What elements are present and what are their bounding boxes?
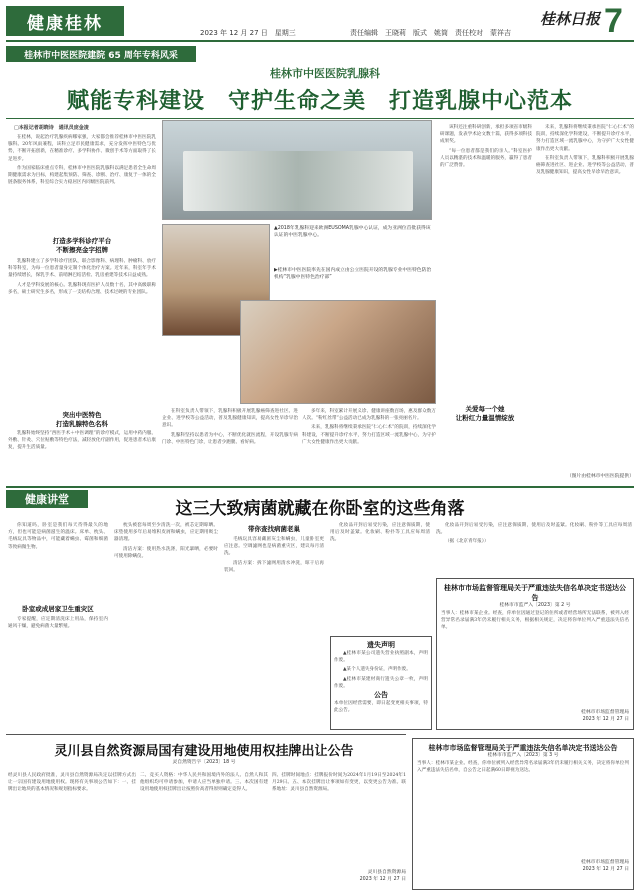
- article-column-5: [436, 522, 632, 572]
- article-column-2: 二、竞买人资格：中华人民共和国境内外的法人、自然人和其他组织均可申请参加，申请人应当单独申请。三、本次国有建设用地使用权挂牌出让按照价高者得原则确定竞得人。: [140, 773, 268, 793]
- article-headline: 灵川县自然资源局国有建设用地使用权挂牌出让公告: [54, 744, 354, 759]
- paragraph: 专家提醒，应定期清洗床上用品，保持室内通风干燥，避免病菌大量繁殖。: [8, 617, 108, 630]
- photo-caption: ▲2018年乳腺科迎来欧洲EUSOMA乳腺中心认证，成为亚洲位首批获得该认证的中医乳腺中心。: [274, 226, 431, 238]
- paragraph: 你知道吗，卧室是我们每天待得最久的地方，但也可能是病菌滋生的温床。床单、枕头、毛绒玩具等物品中，可能藏着螨虫、霉菌和细菌等致病微生物。: [8, 523, 108, 550]
- paragraph: 该科还注重科研创新，承担多项省市级科研课题，发表学术论文数十篇，获得多项科技成果奖。: [440, 125, 532, 145]
- paragraph: “每一位患者都是我们的亲人。”科室医护人员以精湛的技术和温暖的服务，赢得了患者的广泛赞誉。: [440, 148, 532, 169]
- medical-team-photo: [240, 300, 436, 404]
- notice-body: 本单位因经营需要，即日起变更相关事项，特此公告。: [334, 701, 428, 714]
- paragraph: 清洁方案：使用热水洗涤，阳光暴晒，必要时可使用除螨仪。: [114, 546, 218, 559]
- article-column-3: [302, 408, 436, 484]
- article-column-1b: [8, 258, 156, 408]
- notice-signature: 灵川县自然资源局 2023 年 12 月 27 日: [359, 870, 406, 882]
- section-tag: 健康桂林: [6, 6, 124, 36]
- article-column-4: [440, 124, 532, 400]
- paragraph: 乳腺科坚持以患者为中心，不断优化就医流程，开设乳腺专病门诊、中医特色门诊，让患者少跑腿、看好病。: [162, 432, 298, 445]
- paragraph: 在科室负责人带领下，乳腺科积极开展乳腺癌筛查进社区、进企业、进学校等公益活动，普及乳腺健康知识，提高女性早诊早治意识。: [536, 155, 634, 176]
- paragraph: 作为国家临床重点专科，桂林市中医医院乳腺科以满足患者全生命周期健康需求为目标，构建起集预防、筛查、诊断、治疗、康复于一体的全链条服务体系，科室综合实力稳居区内同级医院前列。: [8, 165, 156, 186]
- hospital-exterior-photo: [162, 120, 432, 220]
- article-column-1: 经灵川县人民政府批准，灵川县自然资源局决定以挂牌方式出让一宗国有建设用地使用权。现将有关事项公告如下：一、挂牌出让地块的基本情况和规划指标要求。: [8, 773, 136, 793]
- notice-title: 公告: [374, 691, 388, 699]
- notice-title: 桂林市市场监督管理局关于严重违法失信名单决定书送达公告: [444, 584, 626, 602]
- paragraph: 清洁方案：拆下滤网用清水冲洗，晾干后再装回。: [224, 560, 324, 573]
- enforcement-notice-1: [436, 578, 634, 730]
- issue-date: 2023 年 12 月 27 日 星期三: [200, 29, 296, 37]
- article-headline: 赋能专科建设 守护生命之美 打造乳腺中心范本: [66, 88, 573, 114]
- article-column-1: [8, 522, 108, 602]
- paragraph: 人才是学科发展的核心。乳腺科现有医护人员数十名，其中高级职称多名，硕士研究生多名，形成了一支结构合理、技术过硬的专业团队。: [8, 282, 156, 295]
- photo-credit: （图片由桂林市中医医院提供）: [566, 474, 634, 479]
- section-subhead: 关爱每一个她 让粉红力量温情绽放: [455, 405, 515, 422]
- paragraph: 毛绒玩具容易藏匿灰尘和螨虫，儿童卧室更应注意。空调滤网也是病菌重灾区，建议每月清洗。: [224, 537, 324, 557]
- article-column-2: [114, 522, 218, 726]
- section-subhead: 带你查找病菌老巢: [248, 525, 300, 533]
- paragraph: 化妆品开封后易受污染，应注意保质期，使用后及时盖紧。化妆刷、粉扑等工具应每周清洗。: [436, 523, 632, 536]
- notice-number: 桂林市市监严入〔2023〕第 3 号: [487, 753, 559, 758]
- notice-items: [334, 650, 428, 690]
- article-column-3: 四、挂牌时间地点：挂牌报价时间为2024年1月19日至2024年1月29日。五、本次挂牌出让事项如有变更，以变更公告为准。联系地址：灵川县自然资源局。: [272, 773, 406, 793]
- newspaper-masthead: 桂林日报: [540, 10, 601, 28]
- article-headline: 这三大致病菌就藏在你卧室的这些角落: [175, 499, 465, 519]
- notice-body: 当事人：桂林市某企业。经查，你单位因通过登记的住所或者经营场所无法联系，被列入经营异常名录届满3年仍未履行相关义务，根据相关规定，决定将你单位列入严重违法失信名单。: [441, 610, 629, 631]
- section-rule: [6, 486, 634, 488]
- notice-signature: 桂林市市场监督管理局 2023 年 12 月 27 日: [581, 859, 629, 872]
- article-column-1b: [8, 616, 108, 726]
- notice-item: ▲某个人遗失身份证，声明作废。: [343, 667, 411, 673]
- column-banner: 桂林市中医医院建院 65 周年专科风采: [6, 46, 196, 62]
- enforcement-notice-2: [412, 738, 634, 890]
- section-subhead: 突出中医特色 打造乳腺特色名科: [56, 411, 108, 428]
- article-kicker: 桂林市中医医院乳腺科: [270, 67, 380, 80]
- article-column-1c: [8, 430, 156, 482]
- article-column-2: [162, 408, 298, 484]
- notice-number: 桂林市市监严入〔2023〕第 2 号: [499, 603, 571, 608]
- paragraph: 多年来，科室累计开展义诊、健康讲座数百场，惠及群众数万人次。“粉红丝带”公益活动已成为乳腺科的一张亮丽名片。: [302, 409, 436, 422]
- section-subhead: 打造多学科诊疗平台 不断擦亮金字招牌: [52, 237, 112, 254]
- notice-title: 遗失声明: [367, 641, 395, 649]
- section-rule: [6, 734, 406, 735]
- paragraph: 乳腺科建立了多学科诊疗团队，联合影像科、病理科、肿瘤科、放疗科等科室，为每一位患者量身定制个体化治疗方案。近年来，科室年手术量持续增长，保乳手术、前哨淋巴结活检、乳房重建等技术日益成熟。: [8, 259, 156, 279]
- notice-body: 当事人：桂林市某企业。经查，你单位被列入经营异常名录届满3年仍未履行相关义务，决定将你单位列入严重违法失信名单，自公告之日起满60日即视为送达。: [417, 760, 629, 773]
- paragraph: 化妆品开封后易受污染，应注意保质期，使用后及时盖紧。化妆刷、粉扑等工具应每周清洗。: [330, 523, 430, 543]
- notice-number: 灵自然资告字〔2023〕18 号: [172, 760, 236, 765]
- article-column-4: [330, 522, 430, 632]
- paragraph: 未来，乳腺科将继续秉承医院“仁心仁术”的院训，持续深化学科建设，不断提升诊疗水平，努力打造区域一流乳腺中心，为守护广大女性健康作出更大贡献。: [536, 125, 634, 152]
- lost-notice-box: [330, 636, 432, 730]
- paragraph: 在桂林，说起治疗乳腺疾病哪家强，大家都会推荐桂林市中医医院乳腺科。20年风雨兼程，该科立足市民健康需求，充分发挥中医特色与优势，不断开拓创新，在精准诊疗、多学科协作、微创手术等方面取得了长足进步。: [8, 135, 156, 162]
- photo-caption: ▶桂林市中医医院率先在国内成立由公立医院开设的乳腺专业中医特色防治机构“乳腺中医特色治疗部”: [274, 268, 432, 280]
- notice-signature: 桂林市市场监督管理局 2023 年 12 月 27 日: [581, 709, 629, 722]
- page-number: 7: [604, 2, 623, 40]
- paragraph: 在科室负责人带领下，乳腺科积极开展乳腺癌筛查进社区、进企业、进学校等公益活动，普及乳腺健康知识，提高女性早诊早治意识。: [162, 409, 298, 429]
- column-tag: 健康讲堂: [6, 490, 88, 508]
- notice-item: ▲桂林市某公司遗失营业执照副本，声明作废。: [334, 651, 428, 664]
- article-column-1: [8, 134, 156, 234]
- photo-detail: [183, 151, 413, 211]
- notice-title: 桂林市市场监督管理局关于严重违法失信名单决定书送达公告: [428, 744, 618, 752]
- paragraph: 枕头被套每周至少清洗一次，被芯定期晾晒。床垫使用多年后易堆积皮屑和螨虫，应定期用吸尘器清理。: [114, 523, 218, 543]
- top-rule: [6, 40, 634, 42]
- staff-credits: 责任编辑 王晓莉 版式 姚筒 责任校对 蒙祥吉: [350, 29, 511, 37]
- paragraph: 乳腺科始终坚持“西医手术＋中医调理”的诊疗模式，运用中药内服、外敷、针灸、穴位贴敷等特色疗法，减轻放化疗副作用，促进患者术后康复，提升生活质量。: [8, 431, 156, 451]
- article-column-3: [224, 536, 324, 726]
- article-column-5: [536, 124, 634, 468]
- paragraph: 未来，乳腺科将继续秉承医院“仁心仁术”的院训，持续深化学科建设，不断提升诊疗水平，努力打造区域一流乳腺中心，为守护广大女性健康作出更大贡献。: [302, 425, 436, 445]
- headline-rule: [6, 118, 634, 119]
- byline: □本报记者胡晓诗 通讯员庞金凌: [14, 125, 89, 131]
- paragraph: （据《北京青年报》）: [445, 539, 489, 545]
- section-subhead: 卧室或成居家卫生重灾区: [22, 605, 94, 613]
- notice-item: ▲桂林市某建材商行遗失公章一枚，声明作废。: [334, 676, 428, 689]
